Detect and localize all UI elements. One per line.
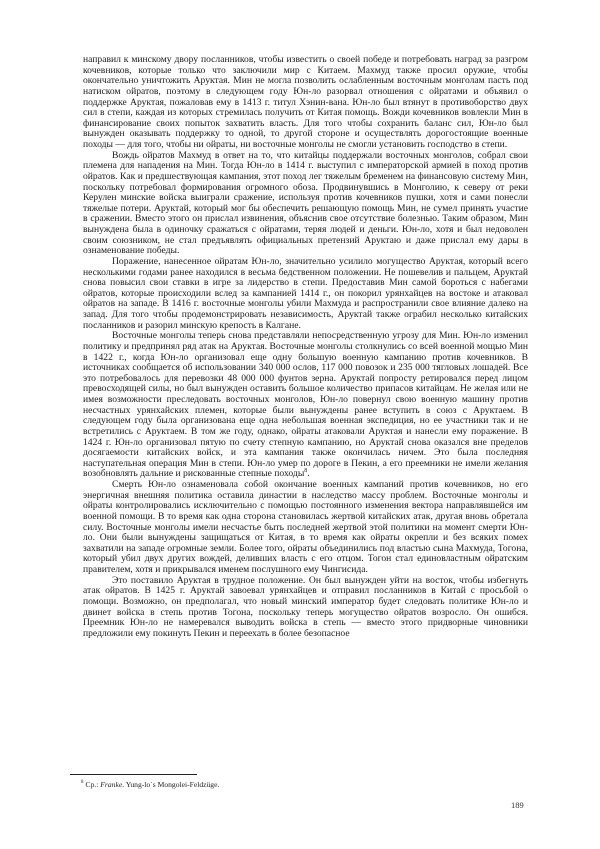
paragraph-4 bbox=[83, 331, 528, 480]
paragraph-6: Это поставило Аруктая в трудное положение. Он был вынужден уйти на восток, чтобы избегнуть атак ойратов. В 1425 г. Аруктай завоевал урянхайцев и отправил посланников в Китай с просьбой о помощи. Возможно, он предполагал, что новый минский император будет следовать политике Юн-ло и двинет войска в степь против Тогона, поскольку теперь могущество ойратов возросло. Он ошибся. Преемник Юн-ло не намеревался выводить войска в степь — вместо этого придворные чиновники предложили ему покинуть Пекин и переехать в более безопасное bbox=[83, 574, 528, 639]
footnote-number: 8 bbox=[81, 780, 84, 786]
page-number: 189 bbox=[511, 800, 524, 810]
footnote bbox=[81, 780, 521, 790]
paragraph-2: Вождь ойратов Махмуд в ответ на то, что китайцы поддержали восточных монголов, собрал свои племена для нападения на Мин. Тогда Юн-ло в 1414 г. выступил с императорской армией в поход против ойратов. Как и предшествующая кампания, этот поход лег тяжелым бременем на финансовую систему Мин, поскольку потребовал формирования огромного обоза. Продвинувшись в Монголию, к северу от реки Керулен минские войска выиграли сражение, используя против кочевников пушки, хотя и сами понесли тяжелые потери. Аруктай, который мог бы обеспечить решающую помощь Мин, не сумел принять участие в сражении. Вместо этого он прислал извинения, объяснив свое отсутствие болезнью. Таким образом, Мин вынуждена была в одиночку сражаться с ойратами, теряя людей и деньги. Юн-ло, хотя и был недоволен своим союзником, не стал предъявлять официальных претензий Аруктаю и даже прислал ему дары в ознаменование победы. bbox=[83, 149, 528, 257]
paragraph-3: Поражение, нанесенное ойратам Юн-ло, значительно усилило могущество Аруктая, который всего несколькими годами ранее находился в весьма бедственном положении. Не пошевелив и пальцем, Аруктай снова повысил свои ставки в игре за лидерство в степи. Предоставив Мин самой бороться с набегами ойратов, которые происходили вслед за кампанией 1414 г., он покорил урянхайцев на востоке и атаковал ойратов на западе. В 1416 г. восточные монголы убили Махмуда и распространили свое влияние далеко на запад. Для того чтобы продемонстрировать независимость, Аруктай также ограбил несколько китайских посланников и разорил минскую крепость в Калгане. bbox=[83, 255, 528, 331]
footnote-prefix: Ср.: bbox=[85, 780, 101, 789]
footnote-title: . Yung-lo`s Mongolei-Feldzüge. bbox=[122, 780, 220, 789]
footnote-author: Franke bbox=[100, 780, 123, 789]
footnote-reference[interactable]: 8 bbox=[304, 468, 308, 475]
paragraph-4-end: . bbox=[307, 468, 310, 480]
footnote-separator bbox=[70, 774, 197, 775]
paragraph-4-text: Восточные монголы теперь снова представляли непосредственную угрозу для Мин. Юн-ло изменил политику и предпринял ряд атак на Аруктая. Восточные монголы столкнулись со всей военной мощью Мин в 1422 г., когда Юн-ло организовал еще одну большую военную кампанию против кочевников. В источниках сообщается об использовании 340 000 ослов, 117 000 повозок и 235 000 тягловых лошадей. Все это потребовалось для перевозки 48 000 000 фунтов зерна. Аруктай попросту ретировался перед лицом превосходящей силы, но был вынужден оставить большое количество припасов китайцам. Не желая или не имея возможности преследовать восточных монголов, Юн-ло повернул свою военную машину против несчастных урянхайских племен, которые были вынуждены ранее вступить в союз с Аруктаем. В следующем году была организована еще одна небольшая военная экспедиция, но ее участники так и не встретились с Аруктаем. В том же году, однако, ойраты атаковали Аруктая и нанесли ему поражение. В 1424 г. Юн-ло организовал пятую по счету степную кампанию, но Аруктай снова оказался вне пределов досягаемости китайских войск, и эта кампания также окончилась ничем. Это была последняя наступательная операция Мин в степи. Юн-ло умер по дороге в Пекин, а его преемники не имели желания возобновлять дальние и рискованные степные походы bbox=[83, 330, 528, 480]
paragraph-5: Смерть Юн-ло ознаменовала собой окончание военных кампаний против кочевников, но его энергичная внешняя политика оставила династии в наследство массу проблем. Восточные монголы и ойраты контролировались исключительно с помощью постоянного изменения вектора направлявшейся им военной помощи. В то время как одна сторона становилась жертвой китайских атак, другая вновь обретала силу. Восточные монголы имели несчастье быть последней жертвой этой политики на момент смерти Юн-ло. Они были вынуждены защищаться от Китая, в то время как ойраты окрепли и без всяких помех захватили на западе огромные земли. Более того, ойраты объединились под властью сына Махмуда, Тогона, который убил двух других вождей, деливших власть с его отцом. Тогон стал единовластным ойратским правителем, хотя и прикрывался именем послушного ему Чингисида. bbox=[83, 479, 528, 575]
paragraph-1: направил к минскому двору посланников, чтобы известить о своей победе и потребовать наград за разгром кочевников, которые только что заключили мир с Китаем. Махмуд также просил оружие, чтобы окончательно уничтожить Аруктая. Мин не могла позволить ослабленным восточным монголам пасть под натиском ойратов, поэтому в следующем году Юн-ло разорвал отношения с ойратами и объявил о поддержке Аруктая, пожаловав ему в 1413 г. титул Хэнин-вана. Юн-ло был втянут в противоборство двух сил в степи, каждая из которых стремилась получить от Китая помощь. Вожди кочевников вовлекли Мин в финансирование своих попыток захватить власть. Для того чтобы сохранить баланс сил, Юн-ло был вынужден оказывать поддержку то одной, то другой стороне и осуществлять дорогостоящие военные походы — для того, чтобы ни ойраты, ни восточные монголы не смогли установить господство в степи. bbox=[83, 54, 528, 150]
body-text bbox=[83, 55, 528, 639]
